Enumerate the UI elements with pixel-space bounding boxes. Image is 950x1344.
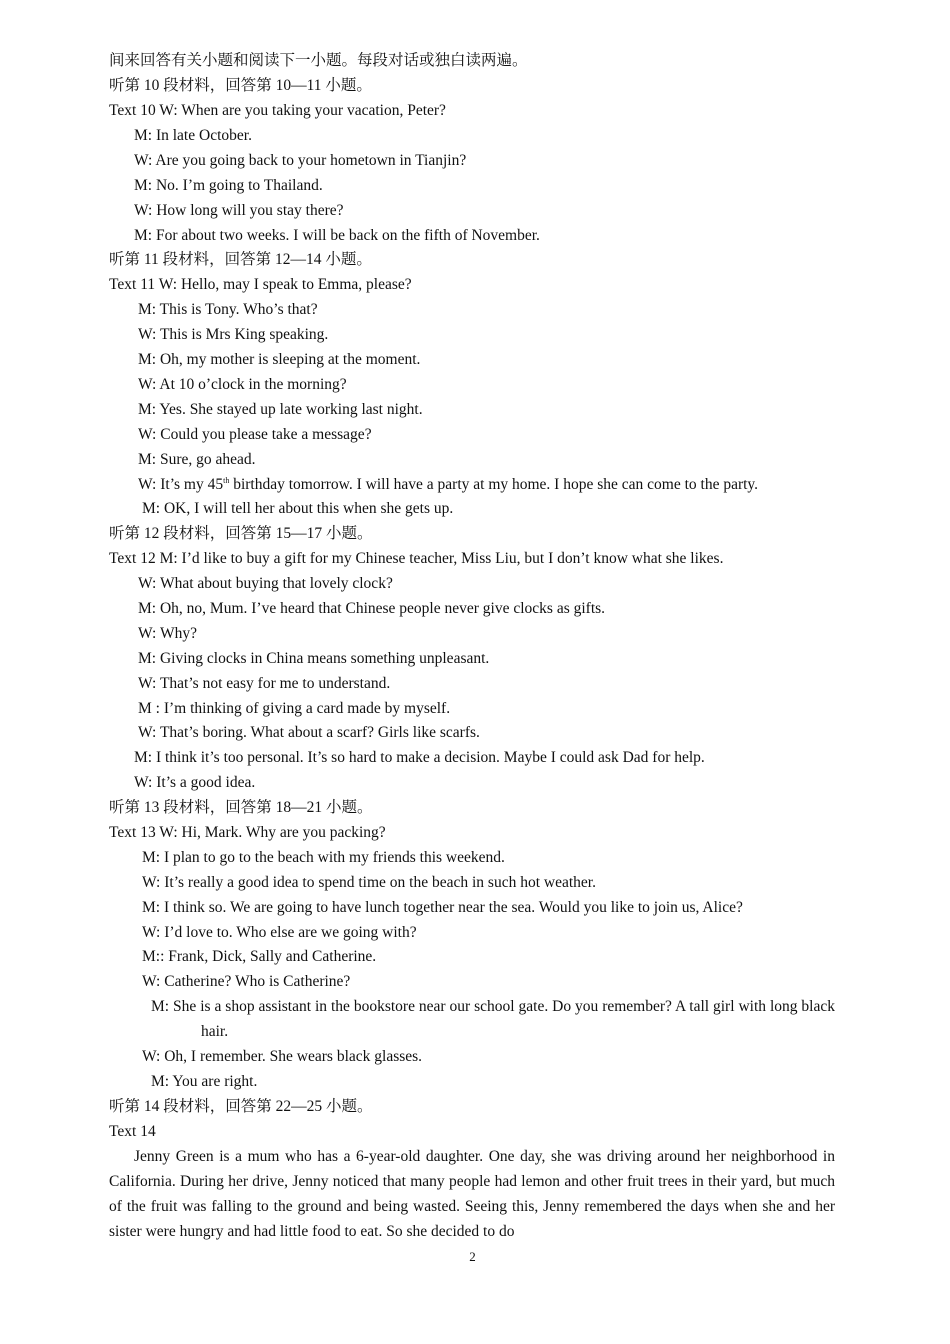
dialogue-line: M: In late October. xyxy=(134,127,252,144)
dialogue-line: M : I’m thinking of giving a card made by myself. xyxy=(138,700,451,717)
dialogue-line: W: That’s not easy for me to understand. xyxy=(138,675,391,692)
dialogue-line: M: You are right. xyxy=(151,1073,258,1090)
birthday-text: W: It’s my 45 xyxy=(138,476,224,493)
ordinal-suffix: th xyxy=(223,475,230,485)
dialogue-line: W: Oh, I remember. She wears black glasses. xyxy=(142,1048,423,1065)
dialogue-line: M: She is a shop assistant in the bookstore near our school gate. Do you remember? A tall girl with long black hair. xyxy=(151,998,835,1040)
dialogue-line: M: OK, I will tell her about this when she gets up. xyxy=(142,500,454,517)
intro-line: 间来回答有关小题和阅读下一小题。每段对话或独白读两遍。 xyxy=(109,52,528,69)
dialogue-line: M: Yes. She stayed up late working last night. xyxy=(138,401,423,418)
dialogue-line: W: What about buying that lovely clock? xyxy=(138,575,393,592)
section-heading: 听第 13 段材料，回答第 18—21 小题。 xyxy=(109,799,373,816)
dialogue-line: M:: Frank, Dick, Sally and Catherine. xyxy=(142,948,377,965)
dialogue-line: M: I think so. We are going to have lunch together near the sea. Would you like to join us, Alice? xyxy=(142,899,743,916)
section-heading: 听第 10 段材料，回答第 10—11 小题。 xyxy=(109,77,372,94)
dialogue-line: Text 10 W: When are you taking your vacation, Peter? xyxy=(109,102,446,119)
dialogue-line: M: For about two weeks. I will be back on the fifth of November. xyxy=(134,227,540,244)
dialogue-line: Text 13 W: Hi, Mark. Why are you packing? xyxy=(109,824,386,841)
dialogue-line: W: It’s a good idea. xyxy=(134,774,256,791)
dialogue-line: W: Could you please take a message? xyxy=(138,426,372,443)
section-heading: 听第 14 段材料，回答第 22—25 小题。 xyxy=(109,1098,373,1115)
dialogue-line: M: Oh, my mother is sleeping at the moment. xyxy=(138,351,421,368)
dialogue-line: Text 12 M: I’d like to buy a gift for my Chinese teacher, Miss Liu, but I don’t know what she likes. xyxy=(109,550,724,567)
dialogue-line: W: Catherine? Who is Catherine? xyxy=(142,973,351,990)
dialogue-line: M: I plan to go to the beach with my friends this weekend. xyxy=(142,849,505,866)
dialogue-line: M: Giving clocks in China means something unpleasant. xyxy=(138,650,490,667)
dialogue-line: W: At 10 o’clock in the morning? xyxy=(138,376,347,393)
dialogue-line: M: No. I’m going to Thailand. xyxy=(134,177,323,194)
dialogue-line: W: How long will you stay there? xyxy=(134,202,344,219)
page-number: 2 xyxy=(469,1249,476,1264)
dialogue-line: M: Oh, no, Mum. I’ve heard that Chinese people never give clocks as gifts. xyxy=(138,600,606,617)
dialogue-line: M: This is Tony. Who’s that? xyxy=(138,301,318,318)
dialogue-line: Text 11 W: Hello, may I speak to Emma, please? xyxy=(109,276,412,293)
dialogue-line: M: Sure, go ahead. xyxy=(138,451,256,468)
birthday-text: birthday tomorrow. I will have a party at my home. I hope she can come to the party. xyxy=(229,476,759,493)
dialogue-line: W: It’s really a good idea to spend time on the beach in such hot weather. xyxy=(142,874,596,891)
text-title: Text 14 xyxy=(109,1123,156,1140)
passage-paragraph: Jenny Green is a mum who has a 6-year-old daughter. One day, she was driving around her neighborhood in California. During her drive, Jenny noticed that many people had lemon and other fruit trees in their yard, but much of the fruit was falling to the ground and being wasted. Seeing this, Jenny remembered the days when she and her sister were hungry and had little food to eat. So she decided to do xyxy=(109,1148,835,1240)
section-heading: 听第 11 段材料，回答第 12—14 小题。 xyxy=(109,251,372,268)
dialogue-line: W: Why? xyxy=(138,625,197,642)
dialogue-line: M: I think it’s too personal. It’s so hard to make a decision. Maybe I could ask Dad for help. xyxy=(134,749,705,766)
dialogue-line: W: I’d love to. Who else are we going with? xyxy=(142,924,417,941)
dialogue-line: W: That’s boring. What about a scarf? Girls like scarfs. xyxy=(138,724,480,741)
section-heading: 听第 12 段材料，回答第 15—17 小题。 xyxy=(109,525,373,542)
dialogue-line: W: Are you going back to your hometown in Tianjin? xyxy=(134,152,467,169)
dialogue-line: W: This is Mrs King speaking. xyxy=(138,326,329,343)
dialogue-line xyxy=(138,473,758,498)
